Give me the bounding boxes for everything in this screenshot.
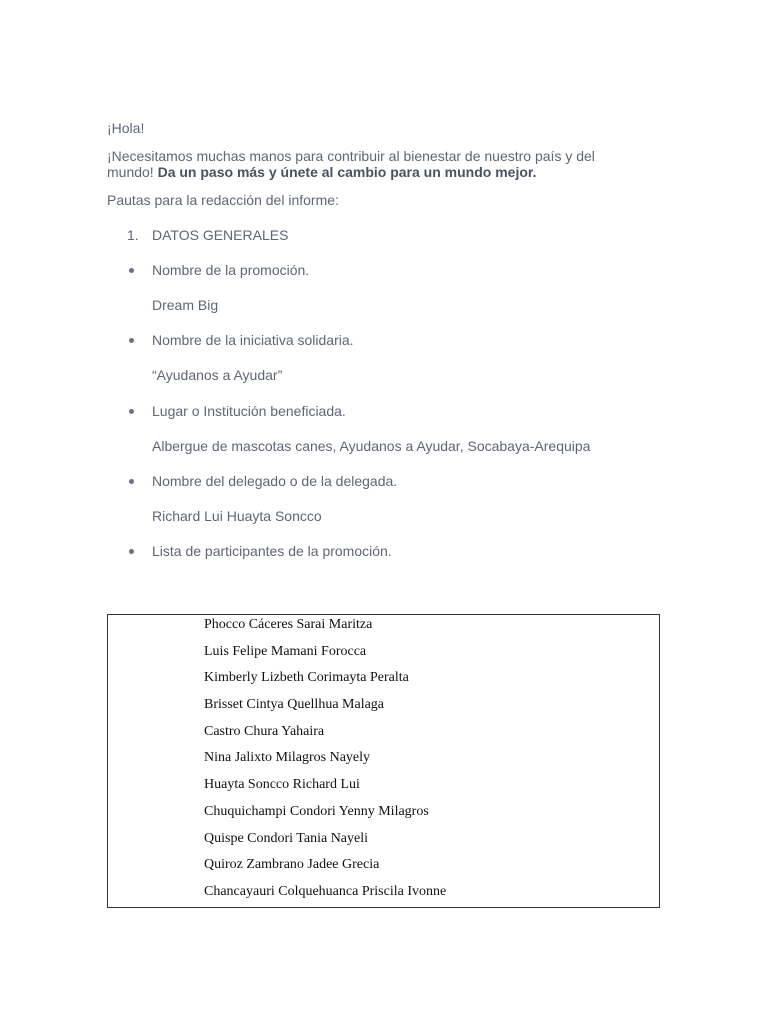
participant-name: Brisset Cintya Quellhua Malaga xyxy=(204,697,385,713)
participant-name: Luis Felipe Mamani Forocca xyxy=(204,643,367,659)
section-number: 1. xyxy=(127,227,139,243)
item-label: Nombre de la promoción. xyxy=(152,262,310,278)
bullet-icon xyxy=(129,268,134,273)
participant-name: Castro Chura Yahaira xyxy=(204,723,325,739)
item-label: Lista de participantes de la promoción. xyxy=(152,543,392,559)
bullet-icon xyxy=(129,549,134,554)
item-answer: Richard Lui Huayta Soncco xyxy=(152,508,322,524)
participants-list xyxy=(204,617,446,911)
participant-name: Huayta Soncco Richard Lui xyxy=(204,777,360,793)
item-answer: Albergue de mascotas canes, Ayudanos a Ayudar, Socabaya-Arequipa xyxy=(152,438,591,454)
section-title: DATOS GENERALES xyxy=(152,227,289,243)
guidelines-title: Pautas para la redacción del informe: xyxy=(107,192,339,208)
participant-name: Quispe Condori Tania Nayeli xyxy=(204,830,369,846)
item-label: Lugar o Institución beneficiada. xyxy=(152,403,346,419)
greeting: ¡Hola! xyxy=(107,120,145,136)
item-answer: “Ayudanos a Ayudar” xyxy=(152,367,283,383)
participants-box xyxy=(107,614,660,908)
intro-paragraph xyxy=(107,148,627,180)
participant-name: Phocco Cáceres Sarai Maritza xyxy=(204,617,373,632)
bullet-icon xyxy=(129,338,134,343)
bullet-icon xyxy=(129,479,134,484)
intro-text: ¡Necesitamos muchas manos para contribuir al bienestar de nuestro país y del mundo! xyxy=(107,148,595,180)
bullet-icon xyxy=(129,409,134,414)
item-label: Nombre de la iniciativa solidaria. xyxy=(152,332,354,348)
item-label: Nombre del delegado o de la delegada. xyxy=(152,473,398,489)
participant-name: Nina Jalixto Milagros Nayely xyxy=(204,750,371,766)
participant-name: Chancayauri Colquehuanca Priscila Ivonne xyxy=(204,883,447,899)
participant-name: Quiroz Zambrano Jadee Grecia xyxy=(204,857,380,873)
participant-name: Chuquichampi Condori Yenny Milagros xyxy=(204,803,429,819)
intro-bold-text: Da un paso más y únete al cambio para un mundo mejor. xyxy=(157,164,537,180)
item-answer: Dream Big xyxy=(152,297,219,313)
participant-name: Kimberly Lizbeth Corimayta Peralta xyxy=(204,670,409,686)
